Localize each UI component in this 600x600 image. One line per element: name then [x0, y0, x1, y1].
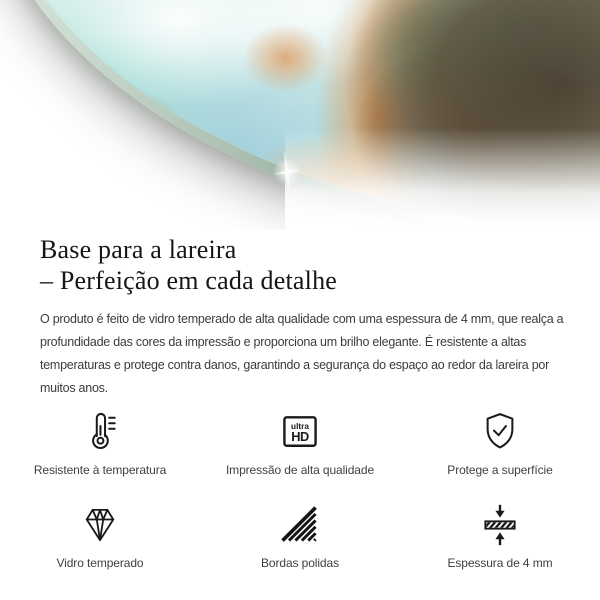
feature-surface-protection [400, 410, 600, 477]
page-title-line2: – Perfeição em cada detalhe [40, 266, 338, 295]
feature-thickness [400, 503, 600, 570]
feature-tempered-glass [0, 503, 200, 570]
content-section [0, 230, 600, 570]
svg-text:ultra: ultra [291, 421, 309, 431]
thermometer-icon [78, 410, 122, 454]
feature-label: Espessura de 4 mm [447, 556, 553, 570]
feature-label: Protege a superfície [447, 463, 553, 477]
sparkle-glow [271, 156, 303, 188]
feature-label: Vidro temperado [56, 556, 144, 570]
feature-polished-edges [200, 503, 400, 570]
feature-print-quality [200, 410, 400, 477]
thickness-compression-icon [478, 503, 522, 547]
product-hero-image [0, 0, 600, 230]
feature-temperature-resistant [0, 410, 200, 477]
feature-label: Resistente à temperatura [33, 463, 167, 477]
page-title [40, 230, 560, 296]
features-grid [0, 410, 600, 570]
feature-label: Impressão de alta qualidade [225, 463, 375, 477]
image-fade [285, 128, 600, 230]
page-title-line1: Base para a lareira [40, 235, 237, 264]
svg-text:HD: HD [291, 429, 309, 445]
polished-edges-icon [278, 503, 322, 547]
diamond-icon [78, 503, 122, 547]
feature-label: Bordas polidas [261, 556, 339, 570]
product-description: O produto é feito de vidro temperado de alta qualidade com uma espessura de 4 mm, que realça a profundidade das cores da impressão e proporciona um brilho elegante. É resistente a altas temperaturas e protege contra danos, garantindo a segurança do espaço ao redor da lareira por muitos anos. [40, 312, 564, 395]
shield-check-icon [478, 410, 522, 454]
ultra-hd-icon [278, 410, 322, 454]
